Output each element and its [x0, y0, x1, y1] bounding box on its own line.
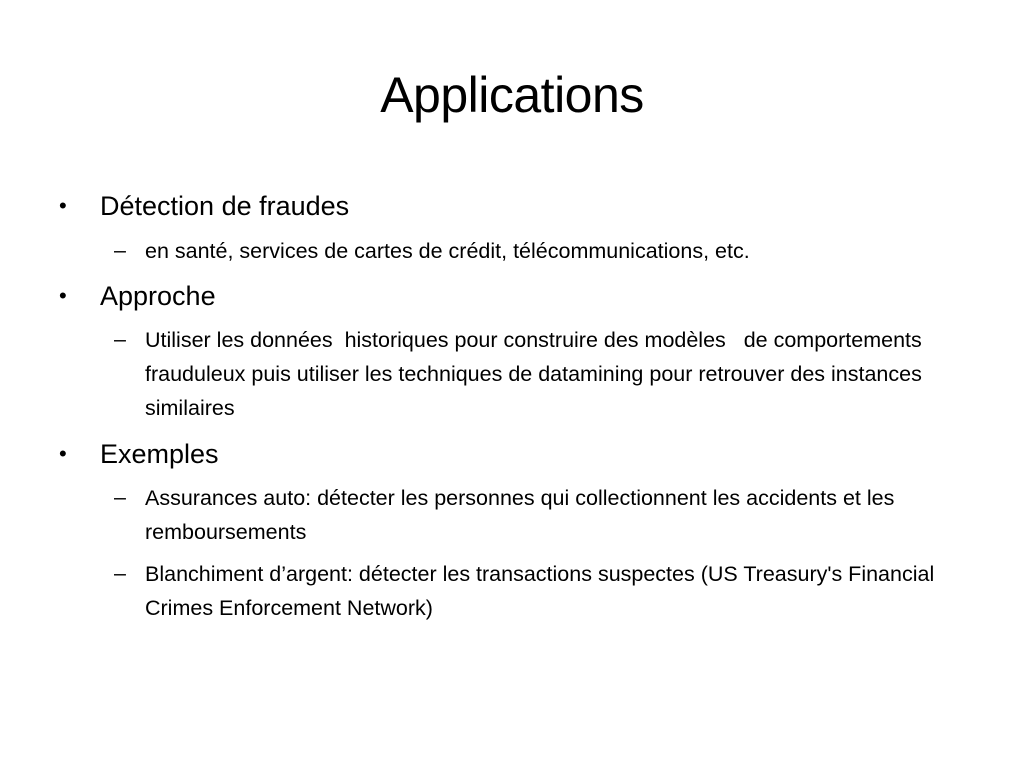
sub-bullet-text: Utiliser les données historiques pour construire des modèles de comportements frauduleux puis utiliser les techniques de datamining pour retrouver des instances similaires	[145, 328, 928, 420]
sub-bullet-text: Assurances auto: détecter les personnes qui collectionnent les accidents et les remboursements	[145, 486, 895, 544]
bullet-text: Approche	[100, 281, 216, 311]
bullet-item	[59, 278, 980, 314]
slide-title: Applications	[380, 67, 644, 123]
bullet-text: Exemples	[100, 439, 219, 469]
dash-icon: –	[114, 327, 126, 351]
sub-bullet-item	[114, 323, 965, 425]
dash-icon: –	[114, 561, 126, 585]
sub-bullet-text: Blanchiment d’argent: détecter les transactions suspectes (US Treasury's Financial Crimes Enforcement Network)	[145, 562, 935, 620]
dash-icon: –	[114, 238, 126, 262]
dash-icon: –	[114, 485, 126, 509]
sub-bullet-item	[114, 234, 965, 268]
sub-bullet-item	[114, 557, 965, 625]
bullet-item	[59, 436, 980, 472]
bullet-item	[59, 188, 980, 224]
sub-bullet-item	[114, 481, 965, 549]
bullet-dot-icon: •	[59, 283, 67, 308]
bullet-dot-icon: •	[59, 441, 67, 466]
sub-bullet-text: en santé, services de cartes de crédit, télécommunications, etc.	[145, 239, 750, 263]
bullet-dot-icon: •	[59, 193, 67, 218]
bullet-text: Détection de fraudes	[100, 191, 350, 221]
